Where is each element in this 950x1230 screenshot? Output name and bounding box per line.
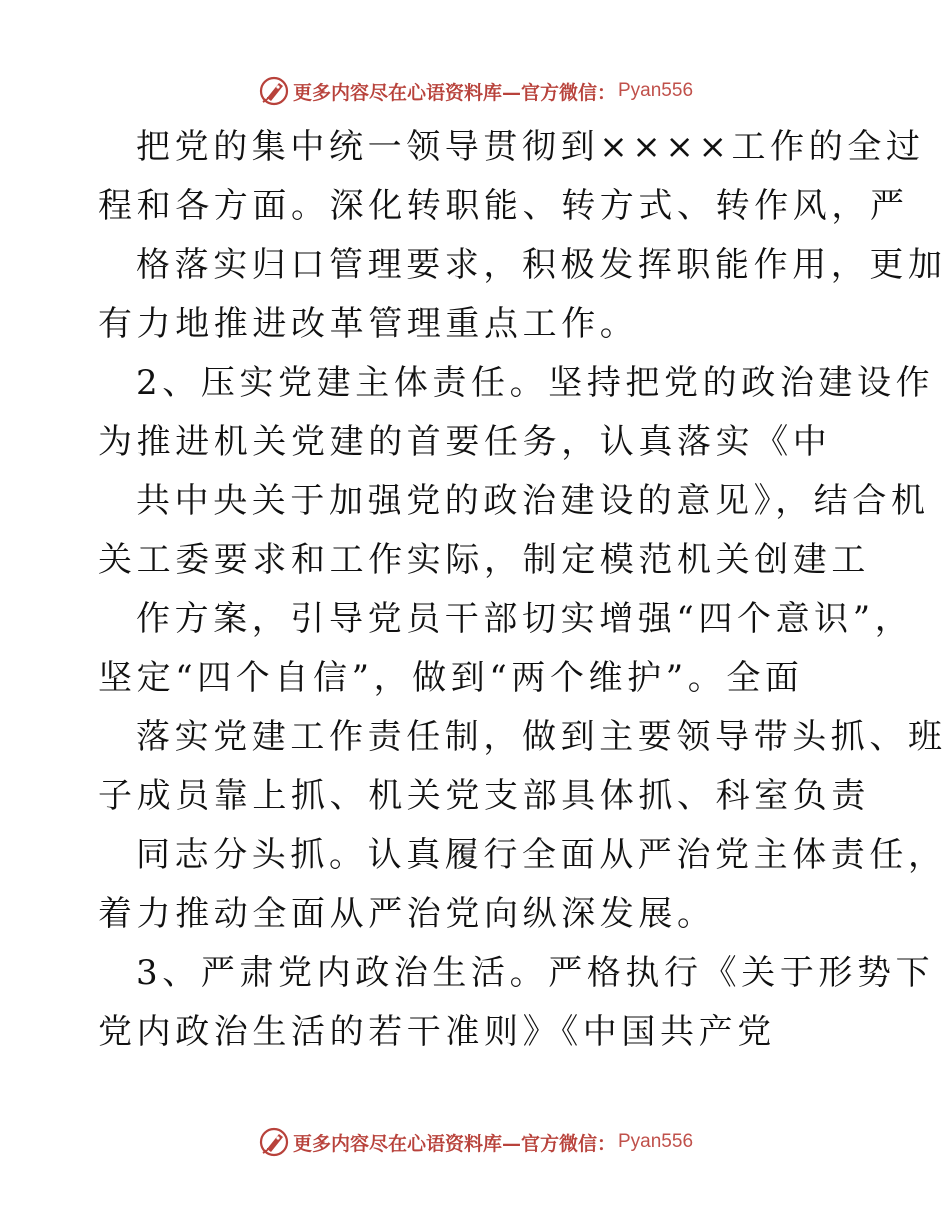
header-banner-text: 更多内容尽在心语资料库—官方微信： — [292, 81, 616, 104]
text-line: 关工委要求和工作实际，制定模范机关创建工 — [98, 540, 870, 580]
footer-wechat-id: Pyan556 — [618, 1131, 694, 1152]
text-line: 党内政治生活的若干准则》《中国共产党 — [98, 1012, 776, 1052]
text-line: 有力地推进改革管理重点工作。 — [98, 304, 639, 344]
text-line: 子成员靠上抓、机关党支部具体抓、科室负责 — [98, 776, 870, 816]
pen-nib-circle-logo-icon — [257, 1125, 291, 1159]
document-body — [98, 118, 947, 1062]
text-line: 2、压实党建主体责任。坚持把党的政治建设作 — [136, 363, 935, 403]
text-line: 着力推动全面从严治党向纵深发展。 — [98, 894, 716, 934]
text-line: 作方案，引导党员干部切实增强“四个意识”， — [136, 599, 914, 639]
pen-nib-circle-logo-icon — [257, 74, 291, 108]
text-line: 3、严肃党内政治生活。严格执行《关于形势下 — [136, 953, 935, 993]
footer-banner-text: 更多内容尽在心语资料库—官方微信： — [292, 1132, 616, 1155]
text-line: 坚定“四个自信”，做到“两个维护”。全面 — [98, 658, 804, 698]
text-line: 落实党建工作责任制，做到主要领导带头抓、班 — [136, 717, 947, 757]
header-banner — [0, 71, 950, 111]
text-line: 程和各方面。深化转职能、转方式、转作风，严 — [98, 186, 909, 226]
text-line: 共中央关于加强党的政治建设的意见》，结合机 — [136, 481, 930, 521]
header-wechat-id: Pyan556 — [618, 80, 694, 101]
text-line: 为推进机关党建的首要任务，认真落实《中 — [98, 422, 832, 462]
text-line: 同志分头抓。认真履行全面从严治党主体责任， — [136, 835, 947, 875]
text-line: 把党的集中统一领导贯彻到××××工作的全过 — [136, 127, 925, 167]
text-line: 格落实归口管理要求，积极发挥职能作用，更加 — [136, 245, 947, 285]
footer-banner — [0, 1122, 950, 1162]
